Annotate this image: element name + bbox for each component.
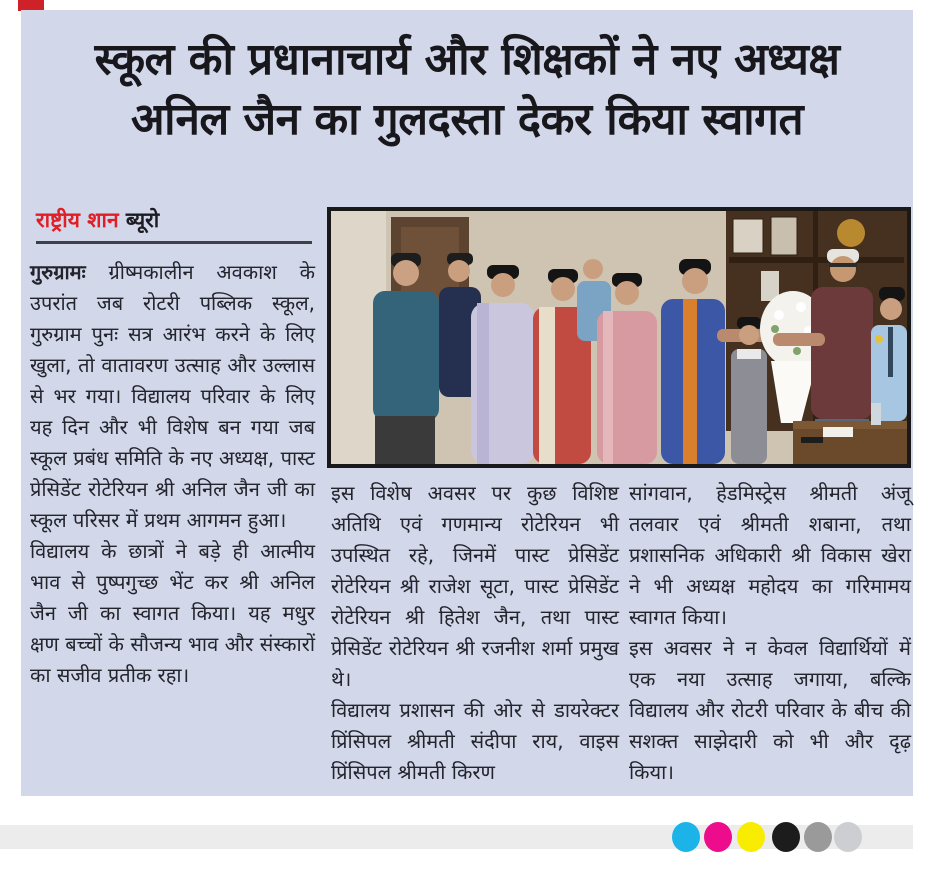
- byline-rule: [36, 241, 312, 244]
- byline-agency: राष्ट्रीय शान: [36, 208, 119, 232]
- paragraph: इस अवसर ने न केवल विद्यार्थियों में एक नया उत्साह जगाया, बल्कि विद्यालय और रोटरी परिवार के बीच की सशक्त साझेदारी को भी और दृढ़ किया।: [629, 636, 911, 784]
- registration-dot-cyan: [672, 822, 700, 852]
- registration-dot-black: [772, 822, 800, 852]
- article-photo: [327, 207, 911, 468]
- dateline: गुरुग्रामः: [30, 260, 86, 284]
- paragraph: सांगवान, हेडमिस्ट्रेस श्रीमती अंजू तलवार एवं श्रीमती शबाना, तथा प्रशासनिक अधिकारी श्री विकास खेरा ने भी अध्यक्ष महोदय का गरिमामय स्वागत किया।: [629, 481, 911, 629]
- article-column-2: [331, 478, 619, 788]
- article-column-3: [629, 478, 911, 788]
- trophy-plaque: [837, 219, 865, 247]
- article-column-1: [30, 257, 315, 691]
- registration-dot-magenta: [704, 822, 732, 852]
- headline-line-1: स्कूल की प्रधानाचार्य और शिक्षकों ने नए अध्यक्ष: [94, 34, 840, 85]
- byline-bureau: ब्यूरो: [118, 208, 160, 232]
- newspaper-clipping: [21, 10, 913, 796]
- framed-photo: [733, 219, 763, 253]
- paragraph-text: ग्रीष्मकालीन अवकाश के उपरांत जब रोटरी पब्लिक स्कूल, गुरुग्राम पुनः सत्र आरंभ करने के लिए खुला, तो वातावरण उत्साह और उल्लास से भर गया। विद्यालय परिवार के लिए यह दिन और भी विशेष बन गया जब स्कूल प्रबंध समिति के नए अध्यक्ष, पास्ट प्रेसिडेंट रोटेरियन श्री अनिल जैन जी का स्कूल परिसर में प्रथम आगमन हुआ।: [30, 260, 315, 532]
- registration-dot-light-gray: [834, 822, 862, 852]
- photo-illustration: [331, 211, 907, 464]
- paragraph: [30, 257, 315, 536]
- paragraph: इस विशेष अवसर पर कुछ विशिष्ट अतिथि एवं गणमान्य रोटेरियन भी उपस्थित रहे, जिनमें पास्ट प्रेसिडेंट रोटेरियन श्री राजेश सूटा, पास्ट प्रेसिडेंट रोटेरियन श्री हितेश जैन, तथा पास्ट प्रेसिडेंट रोटेरियन श्री रजनीश शर्मा प्रमुख थे।: [331, 481, 619, 691]
- article-headline: [21, 30, 913, 150]
- paragraph: विद्यालय के छात्रों ने बड़े ही आत्मीय भाव से पुष्पगुच्छ भेंट कर श्री अनिल जैन जी का स्वागत किया। यह मधुर क्षण बच्चों के सौजन्य भाव और संस्कारों का सजीव प्रतीक रहा।: [30, 539, 315, 687]
- framed-certificate: [771, 217, 797, 255]
- byline: [36, 206, 159, 234]
- paragraph: विद्यालय प्रशासन की ओर से डायरेक्टर प्रिंसिपल श्रीमती संदीपा राय, वाइस प्रिंसिपल श्रीमती किरण: [331, 698, 619, 784]
- registration-dot-yellow: [737, 822, 765, 852]
- headline-line-2: अनिल जैन का गुलदस्ता देकर किया स्वागत: [130, 94, 804, 145]
- registration-dot-gray: [804, 822, 832, 852]
